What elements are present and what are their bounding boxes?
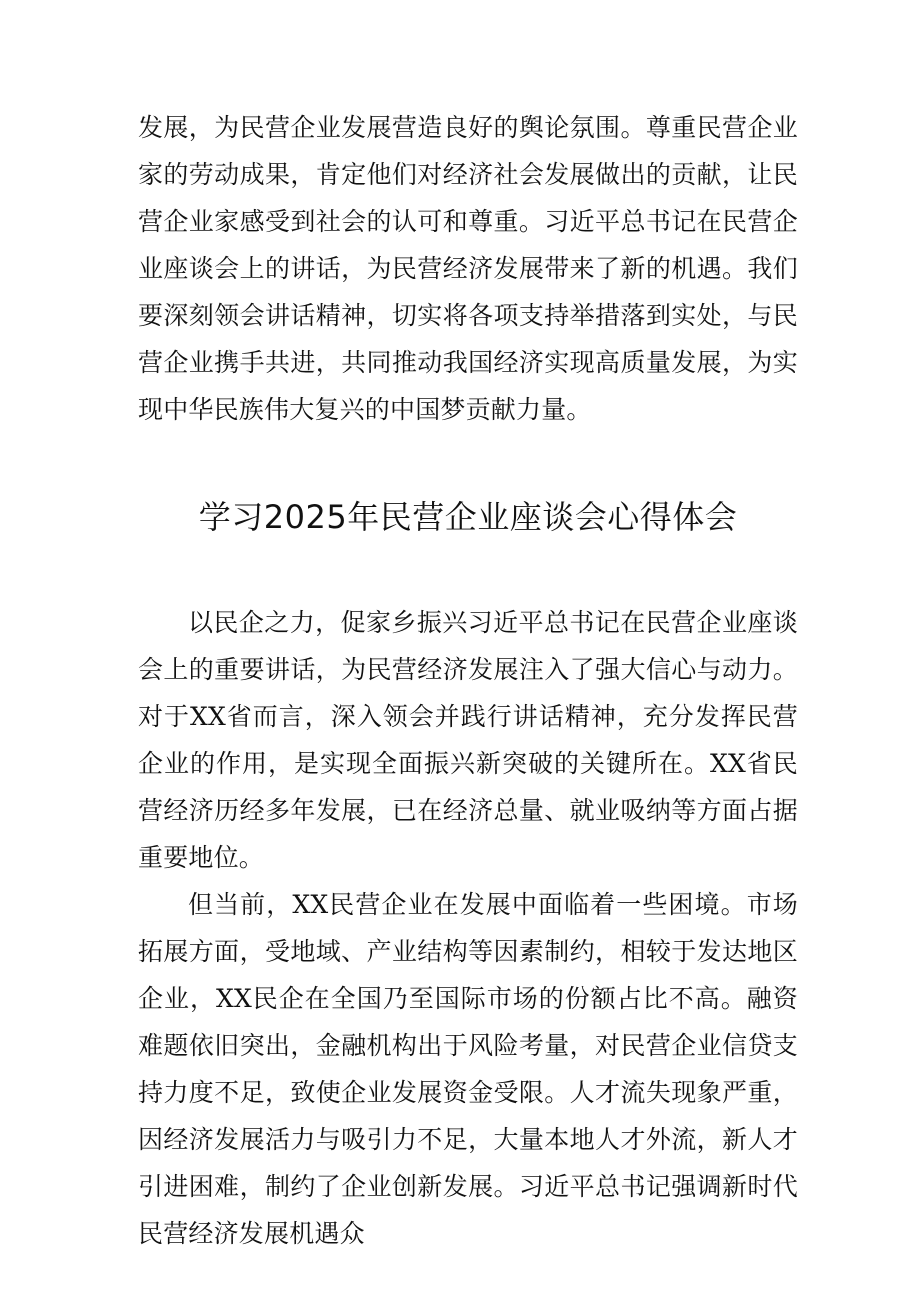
body-paragraph-2: 但当前，XX民营企业在发展中面临着一些困境。市场拓展方面，受地域、产业结构等因素制约，相较于发达地区企业，XX民企在全国乃至国际市场的份额占比不高。融资难题依旧突出，金融机构出于风险考量，对民营企业信贷支持力度不足，致使企业发展资金受限。人才流失现象严重，因经济发展活力与吸引力不足，大量本地人才外流，新人才引进困难，制约了企业创新发展。习近平总书记强调新时代民营经济发展机遇众	[138, 890, 798, 1248]
document-title: 学习2025年民营企业座谈会心得体会	[198, 498, 738, 536]
body-paragraph-1: 以民企之力，促家乡振兴习近平总书记在民营企业座谈会上的重要讲话，为民营经济发展注入了强大信心与动力。对于XX省而言，深入领会并践行讲话精神，充分发挥民营企业的作用，是实现全面振兴新突破的关键所在。XX省民营经济历经多年发展，已在经济总量、就业吸纳等方面占据重要地位。	[138, 608, 798, 872]
document-page	[138, 104, 798, 1257]
intro-paragraph: 发展，为民营企业发展营造良好的舆论氛围。尊重民营企业家的劳动成果，肯定他们对经济社会发展做出的贡献，让民营企业家感受到社会的认可和尊重。习近平总书记在民营企业座谈会上的讲话，为民营经济发展带来了新的机遇。我们要深刻领会讲话精神，切实将各项支持举措落到实处，与民营企业携手共进，共同推动我国经济实现高质量发展，为实现中华民族伟大复兴的中国梦贡献力量。	[138, 113, 798, 424]
